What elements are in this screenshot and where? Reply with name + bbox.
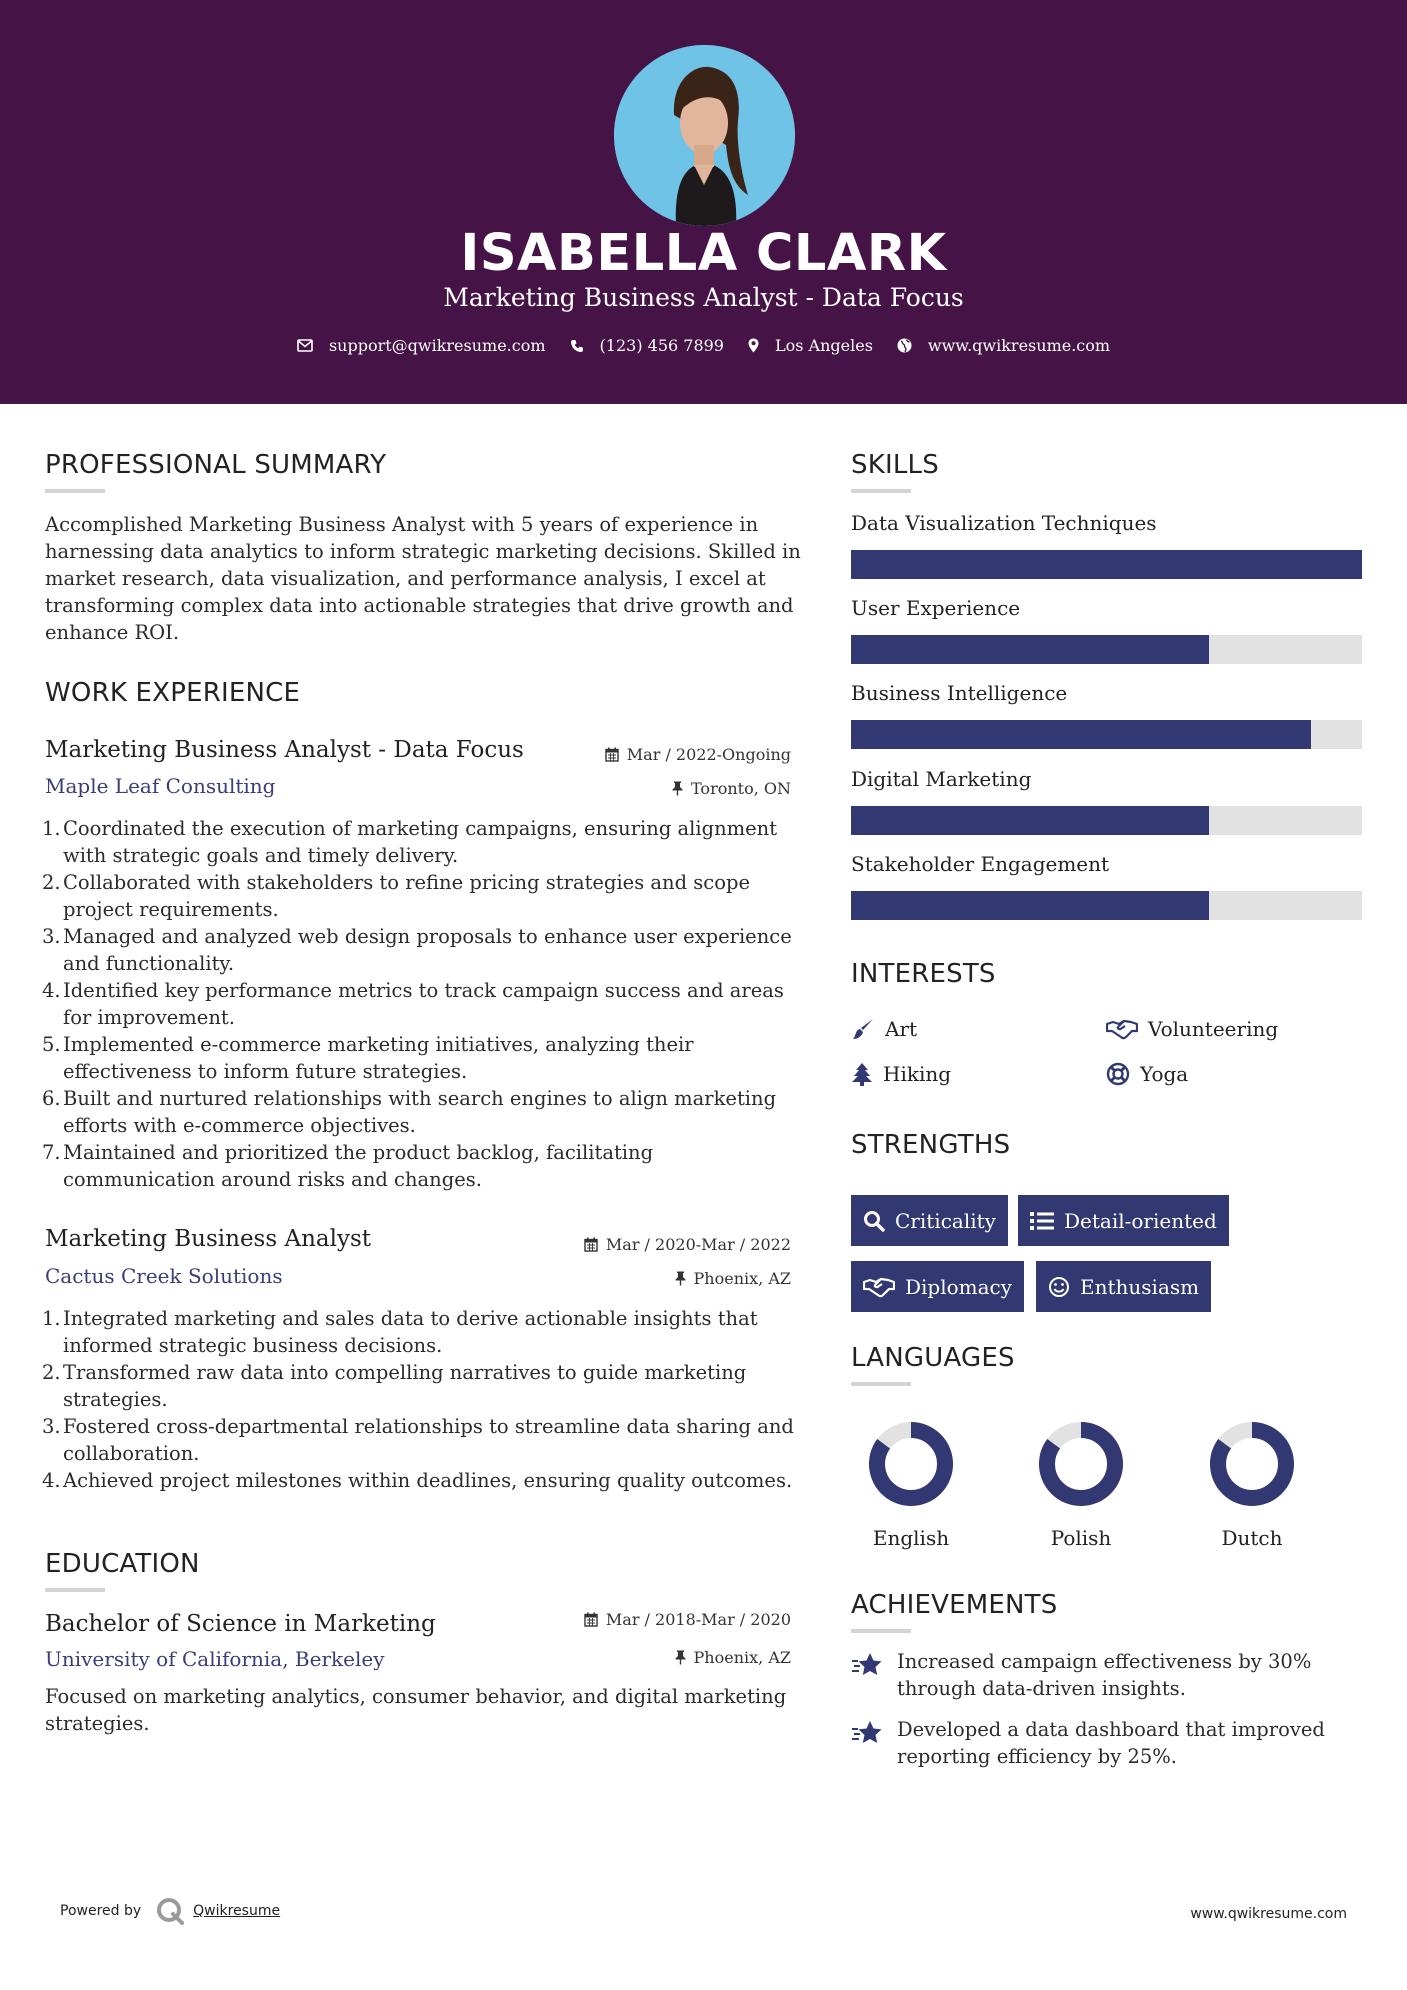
list-line: informed strategic business decisions.	[63, 1334, 443, 1357]
powered-by-label: Powered by	[60, 1903, 142, 1919]
candidate-name: ISABELLA CLARK	[460, 224, 947, 283]
list-line: Coordinated the execution of marketing campaigns, ensuring alignment	[63, 817, 778, 840]
achievement-line: Developed a data dashboard that improved	[897, 1718, 1325, 1741]
education-rule	[45, 1588, 105, 1592]
job-location	[672, 779, 791, 798]
strength-label: Detail-oriented	[1064, 1208, 1217, 1233]
company-name: Cactus Creek Solutions	[45, 1264, 283, 1288]
strength-label: Enthusiasm	[1080, 1274, 1200, 1299]
achievement-text	[897, 1716, 1325, 1770]
list-number: 3.	[42, 925, 61, 948]
contact-location	[748, 336, 873, 355]
interest-label: Volunteering	[1148, 1017, 1279, 1041]
interest-label: Art	[885, 1017, 918, 1041]
list-line: Built and nurtured relationships with search engines to align marketing	[63, 1087, 777, 1110]
calendar-icon	[584, 1612, 598, 1627]
job-dates-text: Mar / 2020-Mar / 2022	[605, 1235, 791, 1254]
contact-phone-text: (123) 456 7899	[599, 336, 724, 355]
job-duties-list	[42, 815, 802, 1193]
skill-bar	[851, 806, 1362, 835]
skill-bar	[851, 550, 1362, 579]
interest-item	[851, 1017, 917, 1041]
list-number: 5.	[42, 1033, 61, 1056]
smile-icon	[1048, 1276, 1070, 1298]
list-line: Achieved project milestones within deadlines, ensuring quality outcomes.	[63, 1469, 793, 1492]
skill-bar	[851, 720, 1362, 749]
resume-header	[0, 0, 1407, 404]
contact-email-text: support@qwikresume.com	[328, 336, 546, 355]
school-name: University of California, Berkeley	[45, 1647, 385, 1671]
summary-text	[45, 511, 805, 646]
handshake-icon	[1106, 1018, 1138, 1040]
interest-item	[1106, 1017, 1278, 1041]
skill-bar-fill	[851, 635, 1209, 664]
list-line: efforts with e-commerce objectives.	[63, 1114, 416, 1137]
list-line: Collaborated with stakeholders to refine pricing strategies and scope	[63, 871, 750, 894]
list-line: Managed and analyzed web design proposals to enhance user experience	[63, 925, 792, 948]
education-heading: EDUCATION	[45, 1549, 200, 1579]
education-description	[45, 1683, 805, 1737]
job-dates-text: Mar / 2022-Ongoing	[626, 745, 791, 764]
footer-powered-by	[60, 1896, 280, 1926]
list-line: and functionality.	[63, 952, 235, 975]
list-item	[42, 1031, 802, 1085]
skill-bar	[851, 635, 1362, 664]
achievement-item	[851, 1716, 1351, 1770]
list-item	[42, 977, 802, 1031]
list-line: Fostered cross-departmental relationships to streamline data sharing and	[63, 1415, 794, 1438]
education-dates	[584, 1610, 791, 1629]
languages-rule	[851, 1382, 911, 1386]
contact-website[interactable]	[897, 336, 1110, 355]
job-title: Marketing Business Analyst	[45, 1226, 371, 1252]
interest-label: Yoga	[1140, 1062, 1189, 1086]
summary-line: enhance ROI.	[45, 621, 180, 644]
skill-bar-fill	[851, 891, 1209, 920]
languages-heading: LANGUAGES	[851, 1343, 1015, 1373]
interest-item	[1106, 1062, 1188, 1086]
list-line: with strategic goals and timely delivery.	[63, 844, 459, 867]
list-item	[42, 1467, 802, 1494]
job-duties-list	[42, 1305, 802, 1494]
list-line: effectiveness to inform future strategies.	[63, 1060, 468, 1083]
contact-website-text: www.qwikresume.com	[927, 336, 1111, 355]
strength-label: Criticality	[895, 1208, 996, 1233]
job-location	[675, 1269, 791, 1288]
calendar-icon	[584, 1237, 598, 1252]
pushpin-icon	[675, 1650, 686, 1665]
interest-label: Hiking	[883, 1062, 952, 1086]
list-item	[42, 923, 802, 977]
language-item	[1021, 1420, 1141, 1550]
skills-rule	[851, 489, 911, 493]
experience-heading: WORK EXPERIENCE	[45, 678, 301, 708]
list-item	[42, 1413, 802, 1467]
list-line: Implemented e-commerce marketing initiatives, analyzing their	[63, 1033, 694, 1056]
list-line: Maintained and prioritized the product backlog, facilitating	[63, 1141, 654, 1164]
list-line: collaboration.	[63, 1442, 200, 1465]
list-number: 2.	[42, 1361, 61, 1384]
list-line: strategies.	[63, 1388, 168, 1411]
achievement-line: reporting efficiency by 25%.	[897, 1745, 1177, 1768]
summary-heading: PROFESSIONAL SUMMARY	[45, 450, 387, 480]
language-item	[1192, 1420, 1312, 1550]
list-number: 2.	[42, 871, 61, 894]
contact-location-text: Los Angeles	[774, 336, 873, 355]
language-name: Polish	[1050, 1526, 1112, 1550]
strength-tag	[1036, 1261, 1211, 1312]
list-number: 6.	[42, 1087, 61, 1110]
strength-tag	[1018, 1195, 1229, 1246]
map-pin-icon	[748, 338, 759, 353]
language-donut	[1208, 1420, 1296, 1508]
qwikresume-link[interactable]: Qwikresume	[193, 1903, 281, 1919]
skill-name: Data Visualization Techniques	[851, 511, 1157, 535]
language-item	[851, 1420, 971, 1550]
summary-line: Accomplished Marketing Business Analyst with 5 years of experience in	[45, 513, 759, 536]
interests-heading: INTERESTS	[851, 959, 996, 989]
summary-line: harnessing data analytics to inform strategic marketing decisions. Skilled in	[45, 540, 801, 563]
achievements-rule	[851, 1629, 911, 1633]
handshake-icon	[863, 1276, 895, 1298]
profile-photo	[614, 45, 795, 226]
contact-bar	[0, 336, 1407, 355]
list-number: 7.	[42, 1141, 61, 1164]
globe-icon	[897, 338, 912, 353]
degree-title: Bachelor of Science in Marketing	[45, 1611, 436, 1637]
skill-name: Stakeholder Engagement	[851, 852, 1110, 876]
skill-bar-fill	[851, 806, 1209, 835]
education-location-text: Phoenix, AZ	[693, 1648, 791, 1667]
skill-name: Business Intelligence	[851, 681, 1068, 705]
tree-icon	[851, 1062, 873, 1086]
pushpin-icon	[672, 781, 683, 796]
skill-bar-fill	[851, 550, 1362, 579]
language-name: English	[872, 1526, 950, 1550]
interest-item	[851, 1062, 951, 1086]
education-line: strategies.	[45, 1712, 150, 1735]
strength-tag	[851, 1261, 1024, 1312]
envelope-icon	[297, 339, 313, 352]
list-item	[42, 1359, 802, 1413]
language-name: Dutch	[1221, 1526, 1283, 1550]
list-line: Identified key performance metrics to track campaign success and areas	[63, 979, 784, 1002]
achievement-line: Increased campaign effectiveness by 30%	[897, 1650, 1312, 1673]
job-dates	[584, 1235, 791, 1254]
lifebuoy-icon	[1106, 1062, 1130, 1086]
list-line: project requirements.	[63, 898, 279, 921]
summary-rule	[45, 489, 105, 493]
list-number: 4.	[42, 1469, 61, 1492]
strength-tag	[851, 1195, 1008, 1246]
pushpin-icon	[675, 1271, 686, 1286]
education-line: Focused on marketing analytics, consumer behavior, and digital marketing	[45, 1685, 787, 1708]
contact-email[interactable]	[297, 336, 546, 355]
star-award-icon	[851, 1652, 883, 1678]
candidate-title: Marketing Business Analyst - Data Focus	[443, 283, 964, 312]
summary-line: market research, data visualization, and performance analysis, I excel at	[45, 567, 766, 590]
list-line: Transformed raw data into compelling narratives to guide marketing	[63, 1361, 747, 1384]
achievement-text	[897, 1648, 1311, 1702]
strengths-heading: STRENGTHS	[851, 1130, 1011, 1160]
education-dates-text: Mar / 2018-Mar / 2020	[605, 1610, 791, 1629]
list-item	[42, 1305, 802, 1359]
qwikresume-logo-icon	[155, 1896, 185, 1926]
footer-website[interactable]: www.qwikresume.com	[1190, 1906, 1347, 1922]
skill-bar-fill	[851, 720, 1311, 749]
contact-phone[interactable]	[570, 336, 724, 355]
achievements-heading: ACHIEVEMENTS	[851, 1590, 1058, 1620]
list-number: 1.	[42, 817, 61, 840]
job-location-text: Phoenix, AZ	[693, 1269, 791, 1288]
company-name: Maple Leaf Consulting	[45, 774, 276, 798]
achievement-line: through data-driven insights.	[897, 1677, 1186, 1700]
job-title: Marketing Business Analyst - Data Focus	[45, 737, 524, 763]
achievement-item	[851, 1648, 1351, 1702]
list-number: 1.	[42, 1307, 61, 1330]
skills-heading: SKILLS	[851, 450, 939, 480]
phone-icon	[570, 339, 584, 353]
paintbrush-icon	[851, 1017, 875, 1041]
list-item	[42, 869, 802, 923]
job-dates	[605, 745, 791, 764]
list-icon	[1030, 1211, 1054, 1231]
calendar-icon	[605, 747, 619, 762]
list-line: for improvement.	[63, 1006, 235, 1029]
star-award-icon	[851, 1720, 883, 1746]
language-donut	[867, 1420, 955, 1508]
job-location-text: Toronto, ON	[691, 779, 791, 798]
skill-name: User Experience	[851, 596, 1021, 620]
summary-line: transforming complex data into actionable strategies that drive growth and	[45, 594, 794, 617]
list-item	[42, 815, 802, 869]
skill-bar	[851, 891, 1362, 920]
search-icon	[863, 1210, 885, 1232]
list-line: communication around risks and changes.	[63, 1168, 482, 1191]
language-donut	[1037, 1420, 1125, 1508]
skill-name: Digital Marketing	[851, 767, 1032, 791]
strength-label: Diplomacy	[905, 1274, 1013, 1299]
education-location	[675, 1648, 791, 1667]
list-line: Integrated marketing and sales data to derive actionable insights that	[63, 1307, 758, 1330]
list-number: 3.	[42, 1415, 61, 1438]
list-number: 4.	[42, 979, 61, 1002]
list-item	[42, 1085, 802, 1139]
list-item	[42, 1139, 802, 1193]
